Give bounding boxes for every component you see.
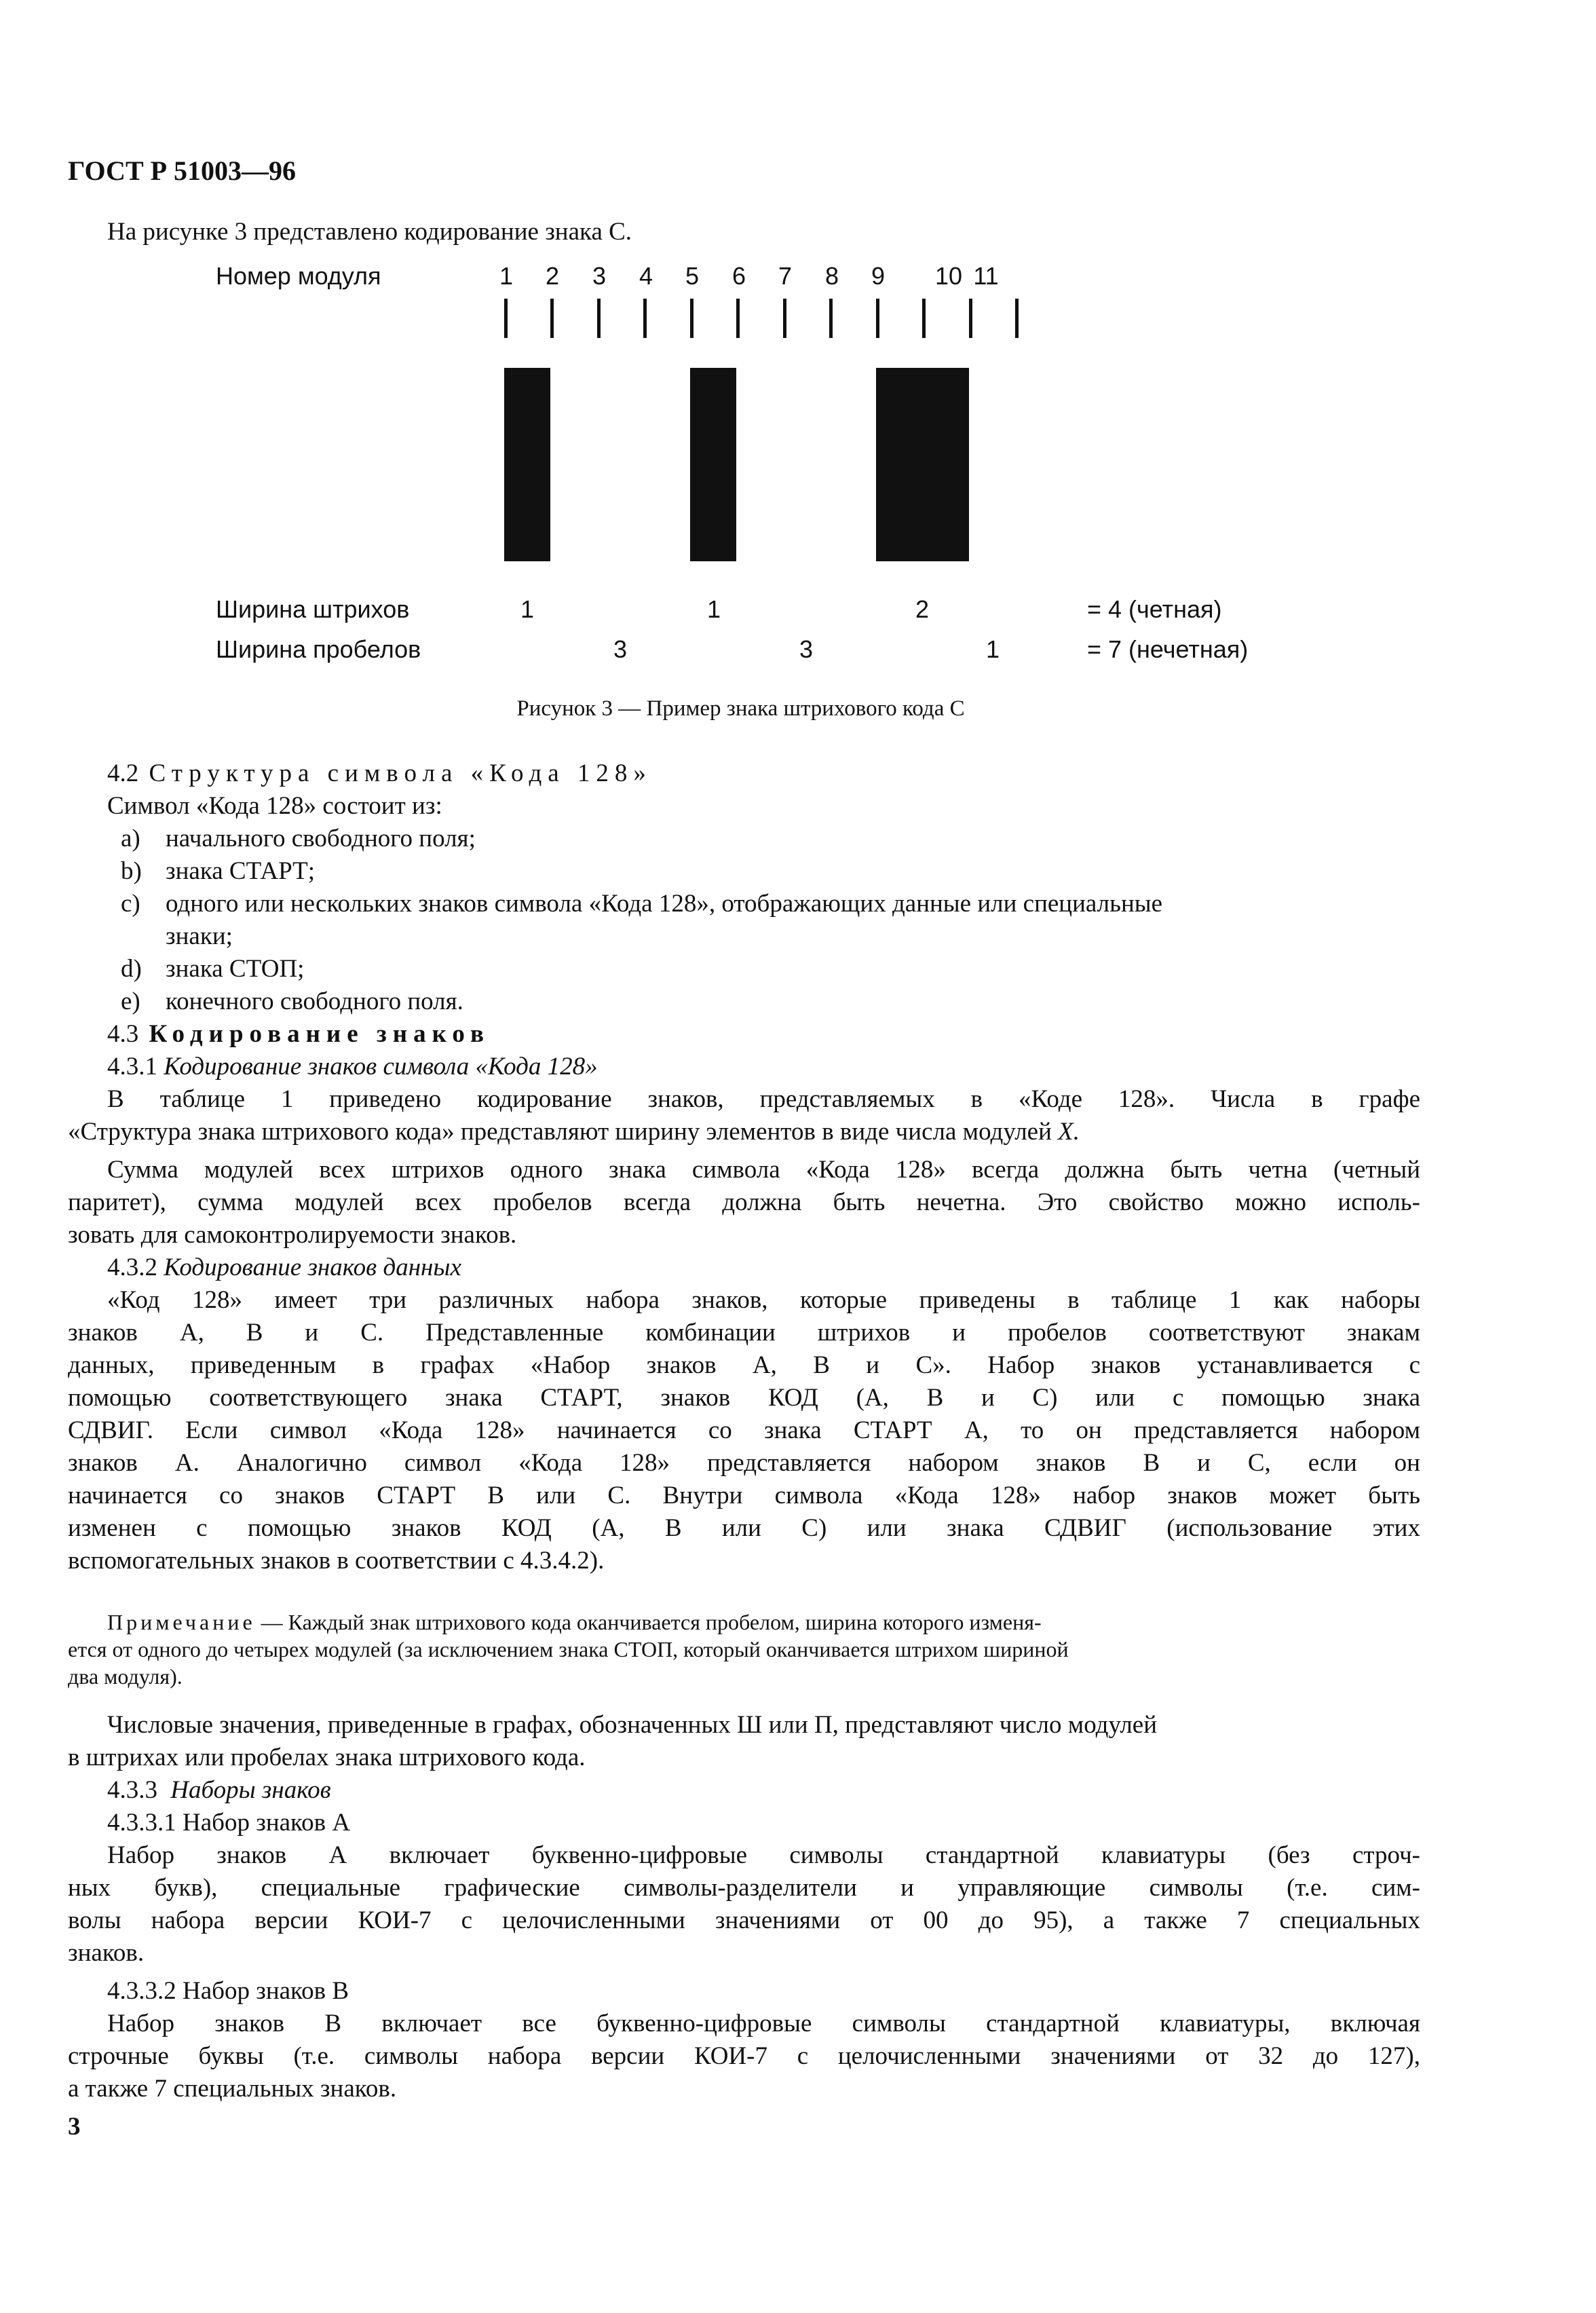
paragraph-line: в штрихах или пробелах знака штрихового кода. <box>68 1744 586 1771</box>
page-number: 3 <box>68 2113 81 2141</box>
paragraph-line: знаков А, В и С. Представленные комбинации штрихов и пробелов соответствуют знакам <box>68 1319 1420 1347</box>
module-tick <box>643 299 647 338</box>
paragraph-line: а также 7 специальных знаков. <box>68 2075 397 2103</box>
paragraph-line: изменен с помощью знаков КОД (А, В или С) или знака СДВИГ (использование этих <box>68 1514 1420 1542</box>
module-tick <box>969 299 972 338</box>
space-width-value: 3 <box>613 635 628 663</box>
section-4-2-heading <box>107 757 652 790</box>
space-width-value: 3 <box>799 635 814 663</box>
paragraph-line: Набор знаков В включает все буквенно-цифровые символы стандартной клавиатуры, включая <box>107 2010 1420 2037</box>
paragraph-line: В таблице 1 приведено кодирование знаков, представляемых в «Коде 128». Числа в графе <box>107 1085 1420 1113</box>
module-tick <box>550 299 554 338</box>
paragraph-line: ных букв), специальные графические символы-разделители и управляющие символы (т.е. сим- <box>68 1874 1420 1902</box>
module-tick <box>597 299 601 338</box>
module-number: 11 <box>973 262 999 290</box>
section-number: 4.3.1 <box>107 1053 157 1080</box>
list-marker: b) <box>121 857 142 885</box>
paragraph-line: волы набора версии КОИ-7 с целочисленными значениями от 00 до 95), а также 7 специальных <box>68 1906 1420 1934</box>
section-number: 4.2 <box>107 759 139 787</box>
note-label: Примечание <box>107 1610 256 1634</box>
paragraph-line: Набор знаков А включает буквенно-цифровые символы стандартной клавиатуры (без строч- <box>107 1841 1420 1869</box>
paragraph-line: СДВИГ. Если символ «Кода 128» начинается со знака СТАРТ А, то он представляется набором <box>68 1416 1420 1444</box>
note-line: два модуля). <box>68 1664 183 1689</box>
list-item <box>121 953 304 985</box>
list-marker: e) <box>121 988 140 1015</box>
section-4-3-3-2-heading: 4.3.3.2 Набор знаков В <box>107 1977 349 2005</box>
module-number: 4 <box>639 262 653 290</box>
bar-width-value: 2 <box>915 595 930 623</box>
paragraph-line: знаков. <box>68 1939 145 1967</box>
section-title: Структура символа «Кода 128» <box>149 759 652 787</box>
module-number: 3 <box>592 262 607 290</box>
section-4-3-heading <box>107 1018 490 1051</box>
bar-width-value: 1 <box>707 595 721 623</box>
paragraph-line: начинается со знаков СТАРТ В или С. Внутри символа «Кода 128» набор знаков может быть <box>68 1482 1420 1509</box>
module-number: 9 <box>871 262 886 290</box>
list-item <box>121 920 233 953</box>
section-4-3-1-heading <box>107 1051 598 1083</box>
module-number-label: Номер модуля <box>216 262 381 290</box>
section-number: 4.3 <box>107 1020 139 1048</box>
paragraph-text: «Структура знака штрихового кода» представляют ширину элементов в виде числа модулей <box>68 1118 1052 1146</box>
list-lead: Символ «Кода 128» состоит из: <box>107 792 442 820</box>
space-sum: = 7 (нечетная) <box>1087 635 1249 663</box>
list-marker: a) <box>121 825 140 852</box>
list-text: знака СТОП; <box>166 955 305 983</box>
list-marker: c) <box>121 890 140 918</box>
paragraph-line: зовать для самоконтролируемости знаков. <box>68 1221 517 1249</box>
section-number: 4.3.2 <box>107 1254 157 1281</box>
list-item <box>121 888 1162 920</box>
list-text: конечного свободного поля. <box>166 988 463 1015</box>
list-item <box>121 855 315 888</box>
list-item <box>121 985 463 1018</box>
bar-width-label: Ширина штрихов <box>216 595 410 623</box>
paragraph-line <box>68 1116 1080 1148</box>
module-number: 8 <box>824 262 839 290</box>
section-title: Наборы знаков <box>170 1776 331 1804</box>
list-text: одного или нескольких знаков символа «Кода 128», отображающих данные или специальные <box>166 890 1163 918</box>
paragraph-line: вспомогательных знаков в соответствии с 4.3.4.2). <box>68 1547 605 1575</box>
bar-width-value: 1 <box>520 595 535 623</box>
figure-caption: Рисунок 3 — Пример знака штрихового кода С <box>516 696 965 721</box>
list-text: начального свободного поля; <box>166 825 476 852</box>
module-tick <box>922 299 926 338</box>
section-title: Кодирование знаков <box>149 1020 490 1048</box>
barcode-bar <box>690 368 736 561</box>
paragraph-line: данных, приведенным в графах «Набор знаков А, В и С». Набор знаков устанавливается с <box>68 1351 1420 1379</box>
list-item <box>121 823 476 855</box>
paragraph-line: Числовые значения, приведенные в графах, обозначенных Ш или П, представляют число модулей <box>107 1711 1158 1739</box>
module-number: 1 <box>499 262 514 290</box>
paragraph-line: знаков А. Аналогично символ «Кода 128» представляется набором знаков В и С, если он <box>68 1449 1420 1477</box>
module-variable: X. <box>1058 1118 1080 1146</box>
paragraph-line: помощью соответствующего знака СТАРТ, знаков КОД (А, В и С) или с помощью знака <box>68 1384 1420 1412</box>
section-number: 4.3.3 <box>107 1776 157 1804</box>
barcode-bar <box>876 368 969 561</box>
list-text: знаки; <box>166 922 233 950</box>
barcode-bar <box>504 368 550 561</box>
module-number: 7 <box>778 262 793 290</box>
module-number: 10 <box>934 262 963 290</box>
module-tick <box>736 299 740 338</box>
module-tick <box>876 299 879 338</box>
paragraph-line: Сумма модулей всех штрихов одного знака символа «Кода 128» всегда должна быть четна (четный <box>107 1156 1420 1184</box>
note-line: ется от одного до четырех модулей (за исключением знака СТОП, который оканчивается штрихом шириной <box>68 1637 1069 1661</box>
section-title: Кодирование знаков символа «Кода 128» <box>164 1053 598 1080</box>
note-first-line <box>107 1609 1042 1636</box>
module-number: 6 <box>732 262 746 290</box>
module-tick <box>504 299 508 338</box>
paragraph-line: паритет), сумма модулей всех пробелов всегда должна быть нечетна. Это свойство можно исполь- <box>68 1188 1420 1216</box>
document-code: ГОСТ Р 51003—96 <box>68 155 297 186</box>
module-tick <box>829 299 833 338</box>
list-marker: d) <box>121 955 142 983</box>
module-tick <box>783 299 786 338</box>
paragraph-line: строчные буквы (т.е. символы набора версии КОИ-7 с целочисленными значениями от 32 до 127), <box>68 2042 1420 2070</box>
module-tick <box>1015 299 1019 338</box>
space-width-label: Ширина пробелов <box>216 635 421 663</box>
module-number: 5 <box>685 262 700 290</box>
section-4-3-3-heading <box>107 1774 331 1807</box>
space-width-value: 1 <box>986 635 1000 663</box>
section-title: Кодирование знаков данных <box>164 1254 461 1281</box>
note-text: — Каждый знак штрихового кода оканчивается пробелом, ширина которого изменя- <box>255 1610 1042 1634</box>
bar-sum: = 4 (четная) <box>1087 595 1222 623</box>
section-4-3-2-heading <box>107 1252 461 1284</box>
module-tick <box>690 299 694 338</box>
module-number: 2 <box>545 262 560 290</box>
section-4-3-3-1-heading: 4.3.3.1 Набор знаков А <box>107 1809 351 1837</box>
list-text: знака СТАРТ; <box>166 857 315 885</box>
paragraph-line: «Код 128» имеет три различных набора знаков, которые приведены в таблице 1 как наборы <box>107 1286 1420 1314</box>
intro-sentence: На рисунке 3 представлено кодирование знака С. <box>107 218 632 246</box>
